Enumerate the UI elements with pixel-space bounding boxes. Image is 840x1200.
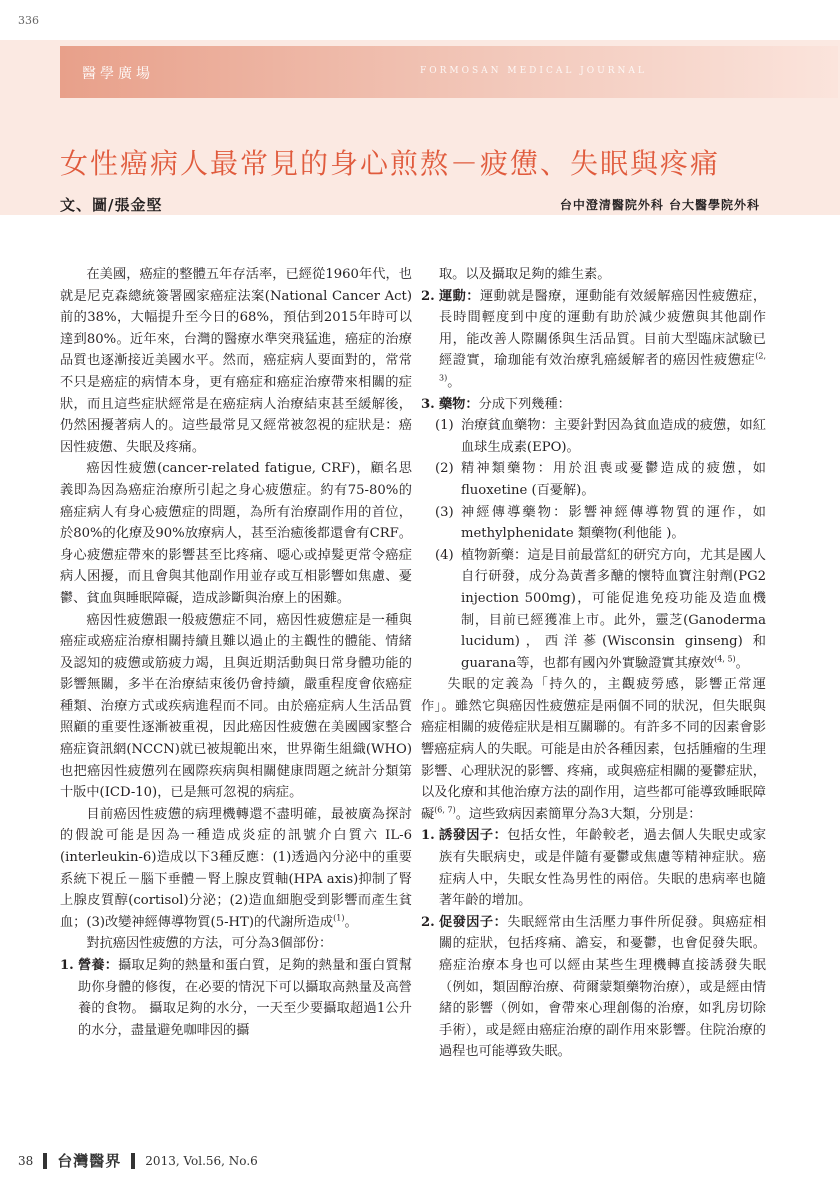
- sub-text: 神經傳導藥物：影響神經傳導物質的運作，如methylphenidate 類藥物(利他能 )。: [461, 504, 766, 542]
- paragraph: 癌因性疲憊跟一般疲憊症不同，癌因性疲憊症是一種與癌症或癌症治療相關持續且難以過止的主觀性的體能、情緒及認知的疲憊或筋疲力竭，且與近期活動與日常身體功能的影響無關，多半在治療結束後仍會持續，嚴重程度會依癌症種類、治療方式或疾病進程而不同。由於癌症病人生活品質照顧的重要性逐漸被重視，因此癌因性疲憊在美國國家整合癌症資訊網(NCCN)就已被規範出來，世界衛生組織(WHO)也把癌因性疲憊列在國際疾病與相關健康問題之統計分類第十版中(ICD-10)，已是無可忽視的病症。: [60, 612, 412, 801]
- right-column: [421, 264, 766, 1063]
- author-byline: 文、圖/張金堅: [60, 196, 163, 214]
- section-banner: [60, 46, 838, 98]
- citation: (6, 7): [434, 805, 456, 815]
- section-label: 醫學廣場: [82, 66, 154, 82]
- paragraph-end: 。: [344, 914, 358, 930]
- paragraph: 對抗癌因性疲憊的方法，可分為3個部份：: [86, 936, 333, 952]
- list-text: 失眠經常由生活壓力事件所促發。與癌症相關的症狀，包括疼痛、譫妄，和憂鬱，也會促發失眠。癌症治療本身也可以經由某些生理機轉直接誘發失眠（例如，類固醇治療、荷爾蒙類藥物治療），或是經由情緒的影響（例如，會帶來心理創傷的治療，如乳房切除手術），或是經由癌症治療的副作用來影響。住院治療的過程也可能導致失眠。: [439, 914, 767, 1060]
- list-item: [421, 912, 766, 1063]
- citation: (2, 3): [439, 351, 766, 383]
- paragraph-end: 。這些致病因素簡單分為3大類，分別是：: [455, 806, 702, 822]
- list-body: [439, 825, 766, 911]
- article-title: 女性癌病人最常見的身心煎熬－疲憊、失眠與疼痛: [60, 147, 721, 180]
- footer-journal-name: 台灣醫界: [57, 1152, 122, 1170]
- list-text: 攝取足夠的熱量和蛋白質，足夠的熱量和蛋白質幫助你身體的修復，在必要的情況下可以攝取高熱量及高營養的食物。 攝取足夠的水分，一天至少要攝取超過1公升的水分，盡量避免咖啡因的攝: [78, 958, 413, 1038]
- footer-page-number: 38: [18, 1153, 34, 1168]
- paragraph: [60, 804, 412, 934]
- list-text: 分成下列幾種：: [478, 396, 571, 412]
- left-column: [60, 264, 412, 1041]
- list-text: 包括女性，年齡較老，過去個人失眠史或家族有失眠病史，或是伴隨有憂鬱或焦慮等精神症狀。癌症病人中，失眠女性為男性的兩倍。失眠的患病率也隨著年齡的增加。: [439, 828, 767, 909]
- list-body: [439, 912, 766, 1063]
- sub-text: 精神類藥物：用於沮喪或憂鬱造成的疲憊，如fluoxetine (百憂解)。: [461, 461, 766, 498]
- paragraph-text: 失眠的定義為「持久的，主觀疲勞感，影響正常運作」。雖然它與癌因性疲憊症是兩個不同的狀況，但失眠與癌症相關的疲倦症狀是相互關聯的。有許多不同的因素會影響癌症病人的失眠。可能是由於各種因素，包括腫瘤的生理影響、心理狀況的影響、疼痛，或與癌症相關的憂鬱症狀，以及化療和其他治療方法的副作用，這些都可能導致睡眠障礙: [421, 677, 766, 822]
- sub-item: [435, 458, 766, 501]
- footer-divider: [43, 1153, 47, 1169]
- sub-number: (3): [435, 504, 454, 520]
- list-text: 運動就是醫療，運動能有效緩解癌因性疲憊症，長時間輕度到中度的運動有助於減少疲憊與其他副作用，能改善人際關係與生活品質。目前大型臨床試驗已經證實，瑜珈能有效治療乳癌緩解者的癌因性疲憊症: [439, 288, 767, 369]
- list-number: 3.: [421, 396, 435, 412]
- citation: (4, 5): [714, 654, 736, 664]
- sub-item: [435, 545, 766, 675]
- list-heading: 誘發因子：: [439, 828, 508, 844]
- citation: (1): [333, 913, 345, 923]
- corner-page-number: 336: [18, 14, 39, 27]
- list-item: [421, 825, 766, 911]
- list-heading: 藥物：: [439, 396, 479, 412]
- paragraph: 癌因性疲憊(cancer-related fatigue, CRF)，顧名思義即為因為癌症治療所引起之身心疲憊症。約有75-80%的癌症病人有身心疲憊症的問題，為所有治療副作用的首位，於80%的化療及90%放療病人，甚至治癒後都還會有CRF。身心疲憊症帶來的影響甚至比疼痛、噁心或掉髮更常令癌症病人困擾，而且會與其他副作用並存或互相影響如焦慮、憂鬱、貧血與睡眠障礙，造成診斷與治療上的困難。: [60, 461, 412, 606]
- list-body: [439, 394, 766, 416]
- list-number: 1.: [421, 828, 435, 844]
- list-heading: 營養：: [78, 958, 119, 973]
- list-heading: 運動：: [439, 288, 480, 304]
- list-heading: 促發因子：: [439, 914, 508, 930]
- sub-text-body: 植物新藥：這是目前最當紅的研究方向，尤其是國人自行研發，成分為黃耆多醣的懷特血寶注射劑(PG2 injection 500mg)，可能促進免疫功能及造血機制，目前已經獲准上市。此外，靈芝(Ganoderma lucidum)，西洋蔘(Wisconsin ginseng) 和guarana等，也都有國內外實驗證實其療效: [461, 547, 766, 671]
- sub-end: 。: [735, 655, 749, 671]
- sub-number: (4): [435, 547, 454, 563]
- list-body: [78, 955, 412, 1041]
- list-body: [439, 286, 766, 394]
- list-number: 2.: [421, 914, 435, 930]
- sub-text: 治療貧血藥物：主要針對因為貧血造成的疲憊，如紅血球生成素(EPO)。: [461, 418, 766, 455]
- list-item: [421, 394, 766, 416]
- paragraph: 在美國，癌症的整體五年存活率，已經從1960年代，也就是尼克森總統簽署國家癌症法案(National Cancer Act)前的38%，大幅提升至今日的68%，預估到2015年時可以達到80%。近年來，台灣的醫療水準突飛猛進，癌症的治療品質也逐漸接近美國水平。然而，癌症病人要面對的，常常不只是癌症的病情本身，更有癌症和癌症治療帶來相關的症狀，而且這些症狀經常是在癌症病人治療結束甚至緩解後，仍然困擾著病人的。這些最常見又經常被忽視的症狀是：癌因性疲憊、失眠及疼痛。: [60, 267, 412, 455]
- list-item: [60, 955, 412, 1041]
- list-item: [421, 286, 766, 394]
- author-affiliation: 台中澄清醫院外科 台大醫學院外科: [559, 198, 760, 212]
- sub-item: [435, 502, 766, 545]
- paragraph-text: 目前癌因性疲憊的病理機轉還不盡明確，最被廣為探討的假說可能是因為一種造成炎症的訊號介白質六 IL-6 (interleukin-6)造成以下3種反應：(1)透過內分泌中的重要系統下視丘－腦下垂體－腎上腺皮質軸(HPA axis)抑制了腎上腺皮質醇(cortisol)分泌；(2)造血細胞受到影響而產生貧血；(3)改變神經傳導物質(5-HT)的代謝所造成: [60, 806, 412, 930]
- continued-text: 取。以及攝取足夠的維生素。: [439, 267, 611, 282]
- footer-issue: 2013, Vol.56, No.6: [145, 1153, 258, 1168]
- list-end: 。: [447, 374, 461, 390]
- paragraph: [421, 674, 766, 825]
- list-number: 2.: [421, 288, 435, 304]
- list-number: 1.: [60, 958, 74, 973]
- sub-number: (1): [435, 418, 454, 434]
- footer-divider: [131, 1153, 135, 1169]
- sub-number: (2): [435, 461, 454, 477]
- page-footer: [18, 1150, 258, 1171]
- journal-watermark: FORMOSAN MEDICAL JOURNAL: [420, 66, 647, 76]
- sub-item: [435, 415, 766, 458]
- sub-text: [461, 545, 766, 675]
